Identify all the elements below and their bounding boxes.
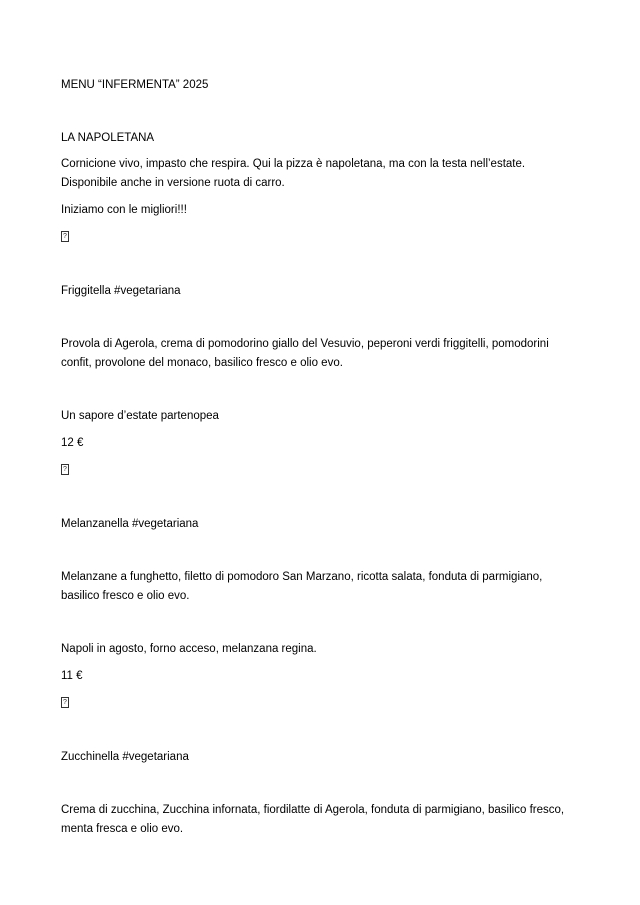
item-tagline: Un sapore d’estate partenopea — [61, 410, 219, 422]
item-ingredients-line-1: Crema di zucchina, Zucchina infornata, fiordilatte di Agerola, fonduta di parmigiano, basilico fresco, — [61, 804, 565, 816]
item-ingredients-line-2: confit, provolone del monaco, basilico fresco e olio evo. — [61, 357, 343, 369]
item-name: Zucchinella #vegetariana — [61, 751, 189, 763]
item-price: 11 € — [61, 670, 83, 682]
menu-title: MENU “INFERMENTA” 2025 — [61, 79, 209, 91]
missing-image-icon: ? — [61, 464, 69, 475]
item-ingredients-line-2: basilico fresco e olio evo. — [61, 590, 190, 602]
intro-text-line-1: Cornicione vivo, impasto che respira. Qui la pizza è napoletana, ma con la testa nell’estate. — [61, 158, 526, 170]
section-heading: LA NAPOLETANA — [61, 132, 155, 144]
item-ingredients-line-2: menta fresca e olio evo. — [61, 823, 184, 835]
item-name: Melanzanella #vegetariana — [61, 518, 199, 530]
item-name: Friggitella #vegetariana — [61, 285, 181, 297]
item-price: 12 € — [61, 437, 84, 449]
missing-image-icon: ? — [61, 231, 69, 242]
intro-text-line-2: Disponibile anche in versione ruota di carro. — [61, 177, 285, 189]
item-ingredients-line-1: Provola di Agerola, crema di pomodorino giallo del Vesuvio, peperoni verdi friggitelli, pomodorini — [61, 338, 549, 350]
item-tagline: Napoli in agosto, forno acceso, melanzana regina. — [61, 643, 317, 655]
missing-image-icon: ? — [61, 697, 69, 708]
intro-callout: Iniziamo con le migliori!!! — [61, 204, 187, 216]
item-ingredients-line-1: Melanzane a funghetto, filetto di pomodoro San Marzano, ricotta salata, fonduta di parmigiano, — [61, 571, 543, 583]
